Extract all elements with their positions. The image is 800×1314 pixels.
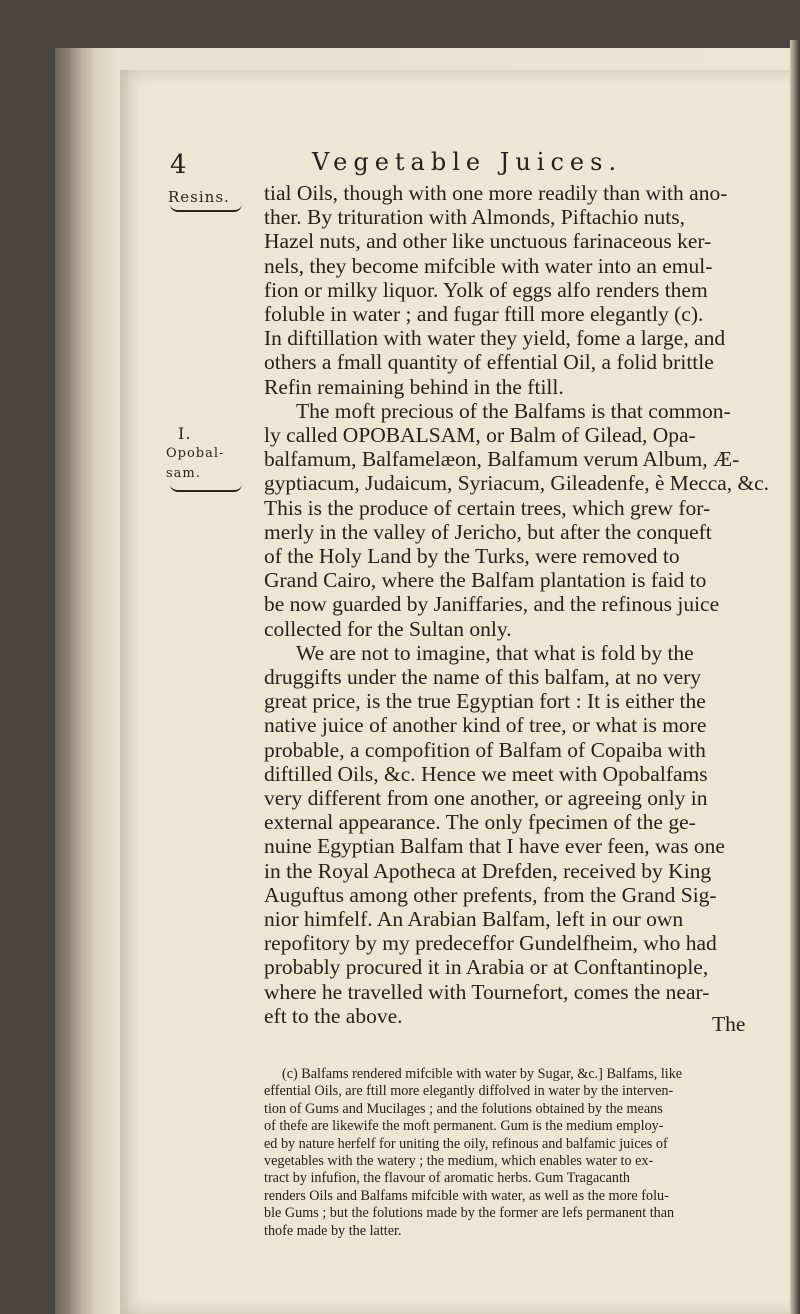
footnote-line: effential Oils, are ftill more elegantly diffolved in water by the interven- xyxy=(264,1083,674,1100)
body-line: native juice of another kind of tree, or what is more xyxy=(264,713,707,738)
footnote-line: tract by infufion, the flavour of aromatic herbs. Gum Tragacanth xyxy=(264,1170,631,1187)
body-line: of the Holy Land by the Turks, were removed to xyxy=(264,544,680,568)
body-line: balfamum, Balfamelæon, Balfamum verum Album, Æ- xyxy=(264,447,740,472)
margin-note-section-number: I. xyxy=(178,424,192,443)
body-line: This is the produce of certain trees, which grew for- xyxy=(264,495,711,520)
running-title: Vegetable Juices. xyxy=(312,148,623,176)
footnote-line: ed by nature herfelf for uniting the oily, refinous and balfamic juices of xyxy=(264,1135,668,1152)
body-line: external appearance. The only fpecimen of the ge- xyxy=(264,810,696,835)
body-line: in the Royal Apotheca at Drefden, received by King xyxy=(264,858,712,883)
body-line: druggifts under the name of this balfam, at no very xyxy=(264,665,702,689)
body-line: The moft precious of the Balfams is that common- xyxy=(296,398,731,423)
body-line: eft to the above. xyxy=(264,1003,403,1028)
footnote-line: renders Oils and Balfams mifcible with water, as well as the more folu- xyxy=(264,1187,669,1204)
footnote-line: tion of Gums and Mucilages ; and the folutions obtained by the means xyxy=(264,1100,663,1117)
body-line: repofitory by my predeceffor Gundelfheim, who had xyxy=(264,931,717,956)
body-line: merly in the valley of Jericho, but after the conqueft xyxy=(264,519,712,544)
body-line: fion or milky liquor. Yolk of eggs alfo renders them xyxy=(264,277,708,302)
body-line: probable, a compofition of Balfam of Copaiba with xyxy=(264,737,706,762)
body-line: foluble in water ; and fugar ftill more elegantly (c). xyxy=(264,302,704,326)
footnote-line: ble Gums ; but the folutions made by the former are lefs permanent than xyxy=(264,1205,675,1222)
body-line: nior himfelf. An Arabian Balfam, left in our own xyxy=(264,907,684,931)
margin-brace xyxy=(170,484,242,492)
footnote-line: of thefe are likewife the moft permanent. Gum is the medium employ- xyxy=(264,1118,664,1135)
body-line: probably procured it in Arabia or at Conftantinople, xyxy=(264,955,709,980)
margin-note-resins: Resins. xyxy=(168,188,230,206)
footnote-line: thofe made by the latter. xyxy=(264,1222,402,1239)
body-line: In diftillation with water they yield, fome a large, and xyxy=(264,326,726,351)
body-line: where he travelled with Tournefort, comes the near- xyxy=(264,979,710,1004)
body-line: very different from one another, or agreeing only in xyxy=(264,786,708,810)
body-line: great price, is the true Egyptian fort : It is either the xyxy=(264,689,706,714)
body-line: gyptiacum, Judaicum, Syriacum, Gileadenfe, è Mecca, &c. xyxy=(264,471,769,496)
catchword: The xyxy=(712,1012,746,1036)
body-line: ly called OPOBALSAM, or Balm of Gilead, Opa- xyxy=(264,423,696,447)
body-line: nels, they become mifcible with water into an emul- xyxy=(264,253,713,278)
right-page-edge xyxy=(790,40,800,1314)
body-line: be now guarded by Janiffaries, and the refinous juice xyxy=(264,592,720,617)
body-line: Hazel nuts, and other like unctuous farinaceous ker- xyxy=(264,229,712,254)
body-line: We are not to imagine, that what is fold by the xyxy=(296,640,694,665)
body-line: diftilled Oils, &c. Hence we meet with Opobalfams xyxy=(264,761,708,786)
margin-note-opobal: Opobal- xyxy=(166,446,225,461)
body-line: collected for the Sultan only. xyxy=(264,616,512,641)
body-line: Auguftus among other prefents, from the Grand Sig- xyxy=(264,882,717,907)
body-line: Grand Cairo, where the Balfam plantation is faid to xyxy=(264,568,707,593)
page-number: 4 xyxy=(170,150,187,180)
body-line: ther. By trituration with Almonds, Piftachio nuts, xyxy=(264,205,686,230)
body-line: others a fmall quantity of effential Oil, a folid brittle xyxy=(264,350,714,375)
body-line: Refin remaining behind in the ftill. xyxy=(264,374,564,399)
margin-note-sam: sam. xyxy=(166,466,201,481)
body-line: tial Oils, though with one more readily than with ano- xyxy=(264,181,728,205)
footnote-line: vegetables with the watery ; the medium, which enables water to ex- xyxy=(264,1153,654,1169)
footnote-line: (c) Balfams rendered mifcible with water by Sugar, &c.] Balfams, like xyxy=(282,1066,683,1082)
body-line: nuine Egyptian Balfam that I have ever feen, was one xyxy=(264,834,725,859)
margin-brace xyxy=(170,204,242,212)
